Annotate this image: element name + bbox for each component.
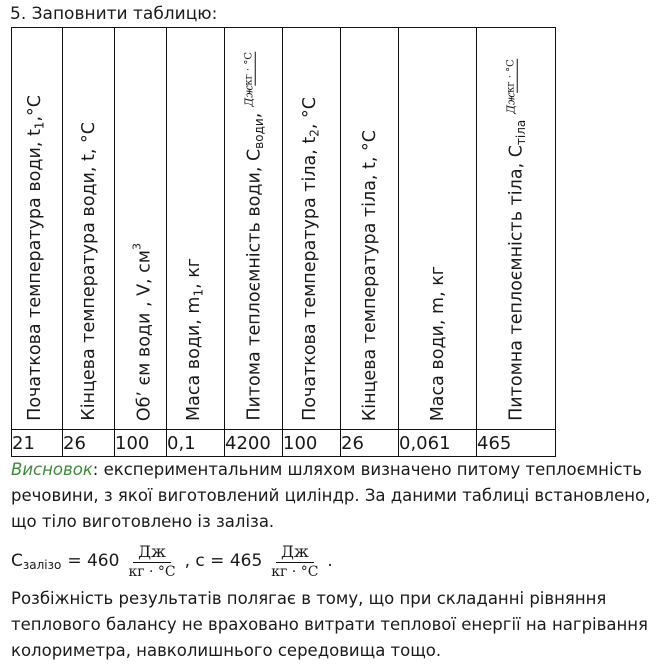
header-cell-m1: Маса води, $m_1$, кг — [167, 28, 225, 430]
header-cell-t: Кінцева температура води, t, °C — [63, 28, 115, 430]
header-cell-volume: Об’ єм води , V, $см^3$ — [115, 28, 167, 430]
unit-fraction: $\frac{Дж}{кг \cdot ^\circ С}$ — [128, 542, 176, 580]
value-cell: 0,1 — [167, 430, 225, 457]
header-cell-t-body: Кінцева температура тіла, t, °C — [341, 28, 399, 430]
value-cell: 21 — [12, 430, 63, 457]
discrepancy-paragraph: Розбіжність результатів полягає в тому, що при складанні рівняння теплового балансу не враховано витрати теплової енергії на нагрівання колориметра, навколишнього середовища тощо. — [11, 589, 648, 660]
value-cell: 26 — [63, 430, 115, 457]
value-row — [12, 430, 556, 457]
value-cell: 100 — [283, 430, 341, 457]
conclusion-paragraph: Висновок: експериментальним шляхом визначено питому теплоємність речовини, з якої виготовлений циліндр. За даними таблиці встановлено, що тіло виготовлено із заліза. — [11, 460, 651, 531]
value-cell: 4200 — [225, 430, 283, 457]
task-heading: 5. Заповнити таблицю: — [10, 4, 218, 24]
conclusion-text: експериментальним шляхом визначено питому теплоємність речовини, з якої виготовлений циліндр. За даними таблиці встановлено, що тіло виготовлено із заліза. — [11, 460, 651, 531]
header-cell-t1: Початкова температура води, $t_1,^\circ C$ — [12, 28, 63, 430]
data-table — [11, 27, 556, 457]
unit-fraction: Джкг · °С — [504, 59, 518, 115]
header-cell-c-body: Питомна теплоємність тіла, $C_{тіла}$ Джкг · °С — [477, 28, 556, 430]
header-row — [12, 28, 556, 430]
value-cell: 0,061 — [399, 430, 477, 457]
header-cell-m: Маса води, m, кг — [399, 28, 477, 430]
conclusion-label: Висновок — [11, 460, 93, 479]
header-cell-t2: Початкова температура тіла, $t_2$, °C — [283, 28, 341, 430]
unit-fraction: $\frac{Дж}{кг \cdot ^\circ С}$ — [271, 542, 319, 580]
header-cell-c-water: Питома теплоємність води, $C_{води}$, Джкг · °С — [225, 28, 283, 430]
value-cell: 100 — [115, 430, 167, 457]
value-cell: 26 — [341, 430, 399, 457]
formula-line: С залізо = 460 $\frac{Дж}{кг \cdot ^\circ С}$ , с = 465 $\frac{Дж}{кг \cdot ^\circ С}$ . — [11, 542, 333, 580]
unit-fraction: Джкг · °С — [241, 52, 255, 108]
value-cell: 465 — [477, 430, 556, 457]
